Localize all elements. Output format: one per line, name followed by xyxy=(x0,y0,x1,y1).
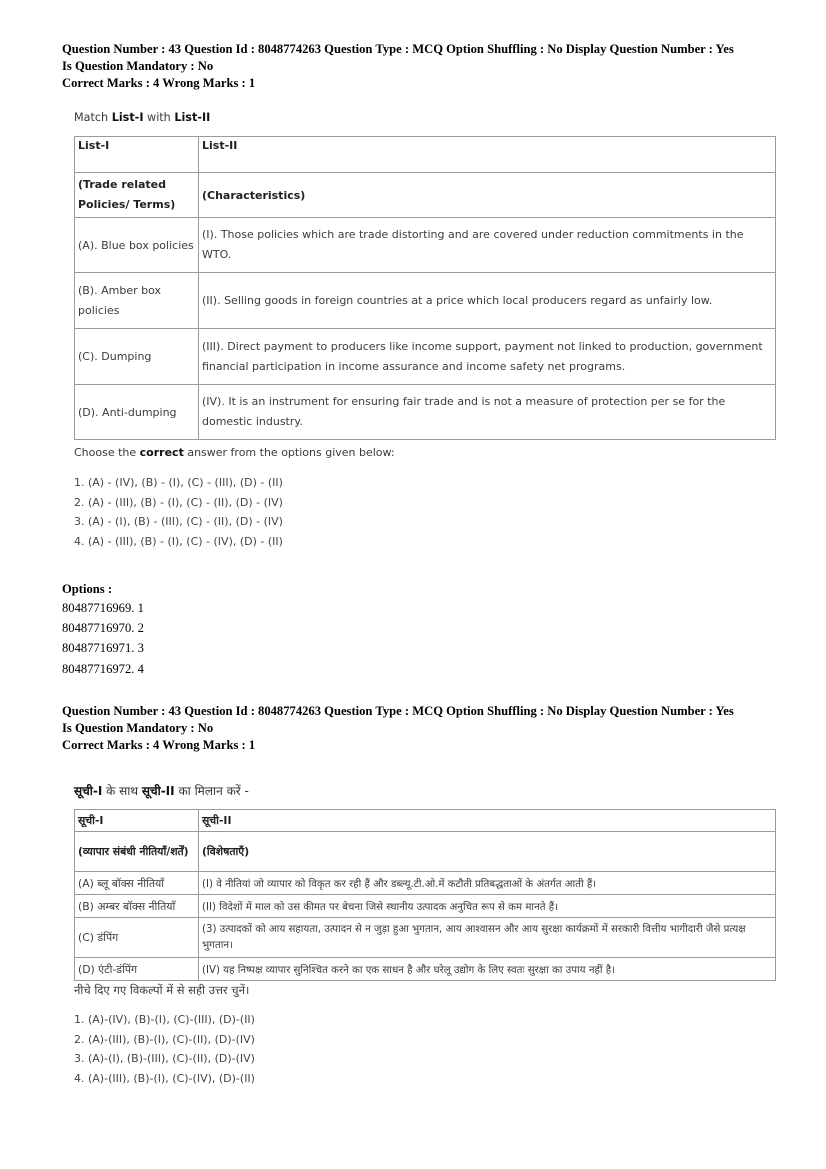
question-image-hindi xyxy=(74,782,778,1088)
table-cell: (C). Dumping xyxy=(75,329,199,385)
table-row xyxy=(75,832,776,872)
table-cell: (3) उत्पादकों को आय सहायता, उत्पादन से न जुड़ा हुआ भुगतान, आय आश्वासन और आय सुरक्षा कार्यक्रमों में सरकारी वित्तीय भागीदारी जैसे प्रत्यक्ष भुगतान। xyxy=(199,918,776,958)
table-cell: (I) वे नीतियां जो व्यापार को विकृत कर रही हैं और डब्ल्यू.टी.ओ.में कटौती प्रतिबद्धताओं के अंतर्गत आती हैं। xyxy=(199,872,776,895)
question-meta xyxy=(62,41,782,92)
match-table-hindi xyxy=(74,809,776,981)
answer-item: 4. (A) - (III), (B) - (I), (C) - (IV), (D) - (II) xyxy=(74,534,283,548)
option-item: 80487716969. 1 xyxy=(62,601,144,615)
table-row xyxy=(75,385,776,440)
table-cell: (D) एंटी-डंपिंग xyxy=(75,958,199,981)
meta-line-3: Correct Marks : 4 Wrong Marks : 1 xyxy=(62,738,256,752)
match-table xyxy=(74,136,776,440)
choose-instruction: Choose the correct answer from the options given below: xyxy=(74,446,395,459)
question-meta-hindi xyxy=(62,703,782,754)
table-row xyxy=(75,273,776,329)
table-row xyxy=(75,218,776,273)
meta-line-2: Is Question Mandatory : No xyxy=(62,721,214,735)
table-row xyxy=(75,329,776,385)
table-cell: (A). Blue box policies xyxy=(75,218,199,273)
table-cell: List-II xyxy=(199,137,776,173)
meta-line-1: Question Number : 43 Question Id : 8048774263 Question Type : MCQ Option Shuffling : No Display Question Number : Yes xyxy=(62,42,734,56)
table-cell: (I). Those policies which are trade distorting and are covered under reduction commitments in the WTO. xyxy=(199,218,776,273)
table-cell: (Trade related Policies/ Terms) xyxy=(75,173,199,218)
option-item: 80487716970. 2 xyxy=(62,621,144,636)
table-cell: (III). Direct payment to producers like income support, payment not linked to production, government financial participation in income assurance and income safety net programs. xyxy=(199,329,776,385)
option-item: 80487716971. 3 xyxy=(62,641,144,656)
choose-instruction: नीचे दिए गए विकल्पों में से सही उत्तर चुनें। xyxy=(74,983,250,997)
meta-line-1: Question Number : 43 Question Id : 8048774263 Question Type : MCQ Option Shuffling : No Display Question Number : Yes xyxy=(62,704,734,718)
table-header-row xyxy=(75,810,776,832)
answer-list xyxy=(74,473,778,551)
table-cell: (B). Amber box policies xyxy=(75,273,199,329)
answer-item: 2. (A) - (III), (B) - (I), (C) - (II), (D) - (IV) xyxy=(74,495,283,509)
table-row xyxy=(75,173,776,218)
answer-list xyxy=(74,1010,778,1088)
question-image-english xyxy=(74,111,778,551)
table-row xyxy=(75,918,776,958)
answer-item: 1. (A)-(IV), (B)-(I), (C)-(III), (D)-(II) xyxy=(74,1013,255,1026)
options-title: Options : xyxy=(62,582,113,596)
question-intro: सूची-I के साथ सूची-II का मिलान करें - xyxy=(74,784,249,798)
question-intro: Match List-I with List-II xyxy=(74,111,211,124)
answer-item: 4. (A)-(III), (B)-(I), (C)-(IV), (D)-(II) xyxy=(74,1071,255,1085)
table-cell: (IV). It is an instrument for ensuring fair trade and is not a measure of protection per se for the domestic industry. xyxy=(199,385,776,440)
table-cell: (व्यापार संबंधी नीतियाँ/शर्तें) xyxy=(75,832,199,872)
table-cell: (II) विदेशों में माल को उस कीमत पर बेचना जिसे स्थानीय उत्पादक अनुचित रूप से कम मानते हैं। xyxy=(199,895,776,918)
table-cell: (A) ब्लू बॉक्स नीतियाँ xyxy=(75,872,199,895)
table-cell: (विशेषताएँ) xyxy=(199,832,776,872)
option-item: 80487716972. 4 xyxy=(62,661,144,676)
meta-line-2: Is Question Mandatory : No xyxy=(62,59,214,73)
answer-item: 2. (A)-(III), (B)-(I), (C)-(II), (D)-(IV) xyxy=(74,1032,255,1046)
table-cell: List-I xyxy=(75,137,199,173)
answer-item: 1. (A) - (IV), (B) - (I), (C) - (III), (D) - (II) xyxy=(74,476,283,489)
table-header-row xyxy=(75,137,776,173)
table-cell: (IV) यह निष्पक्ष व्यापार सुनिश्चित करने का एक साधन है और घरेलू उद्योग के लिए स्वतः सुरक्षा का उपाय नहीं है। xyxy=(199,958,776,981)
table-cell: सूची-I xyxy=(75,810,199,832)
meta-line-3: Correct Marks : 4 Wrong Marks : 1 xyxy=(62,76,256,90)
table-cell: (D). Anti-dumping xyxy=(75,385,199,440)
table-row xyxy=(75,958,776,981)
table-cell: (Characteristics) xyxy=(199,173,776,218)
table-row xyxy=(75,872,776,895)
table-cell: (B) अम्बर बॉक्स नीतियाँ xyxy=(75,895,199,918)
table-cell: (II). Selling goods in foreign countries at a price which local producers regard as unfairly low. xyxy=(199,273,776,329)
table-cell: सूची-II xyxy=(199,810,776,832)
table-row xyxy=(75,895,776,918)
table-cell: (C) डंपिंग xyxy=(75,918,199,958)
answer-item: 3. (A) - (I), (B) - (III), (C) - (II), (D) - (IV) xyxy=(74,515,283,528)
options-list xyxy=(62,598,144,679)
answer-item: 3. (A)-(I), (B)-(III), (C)-(II), (D)-(IV) xyxy=(74,1052,255,1065)
